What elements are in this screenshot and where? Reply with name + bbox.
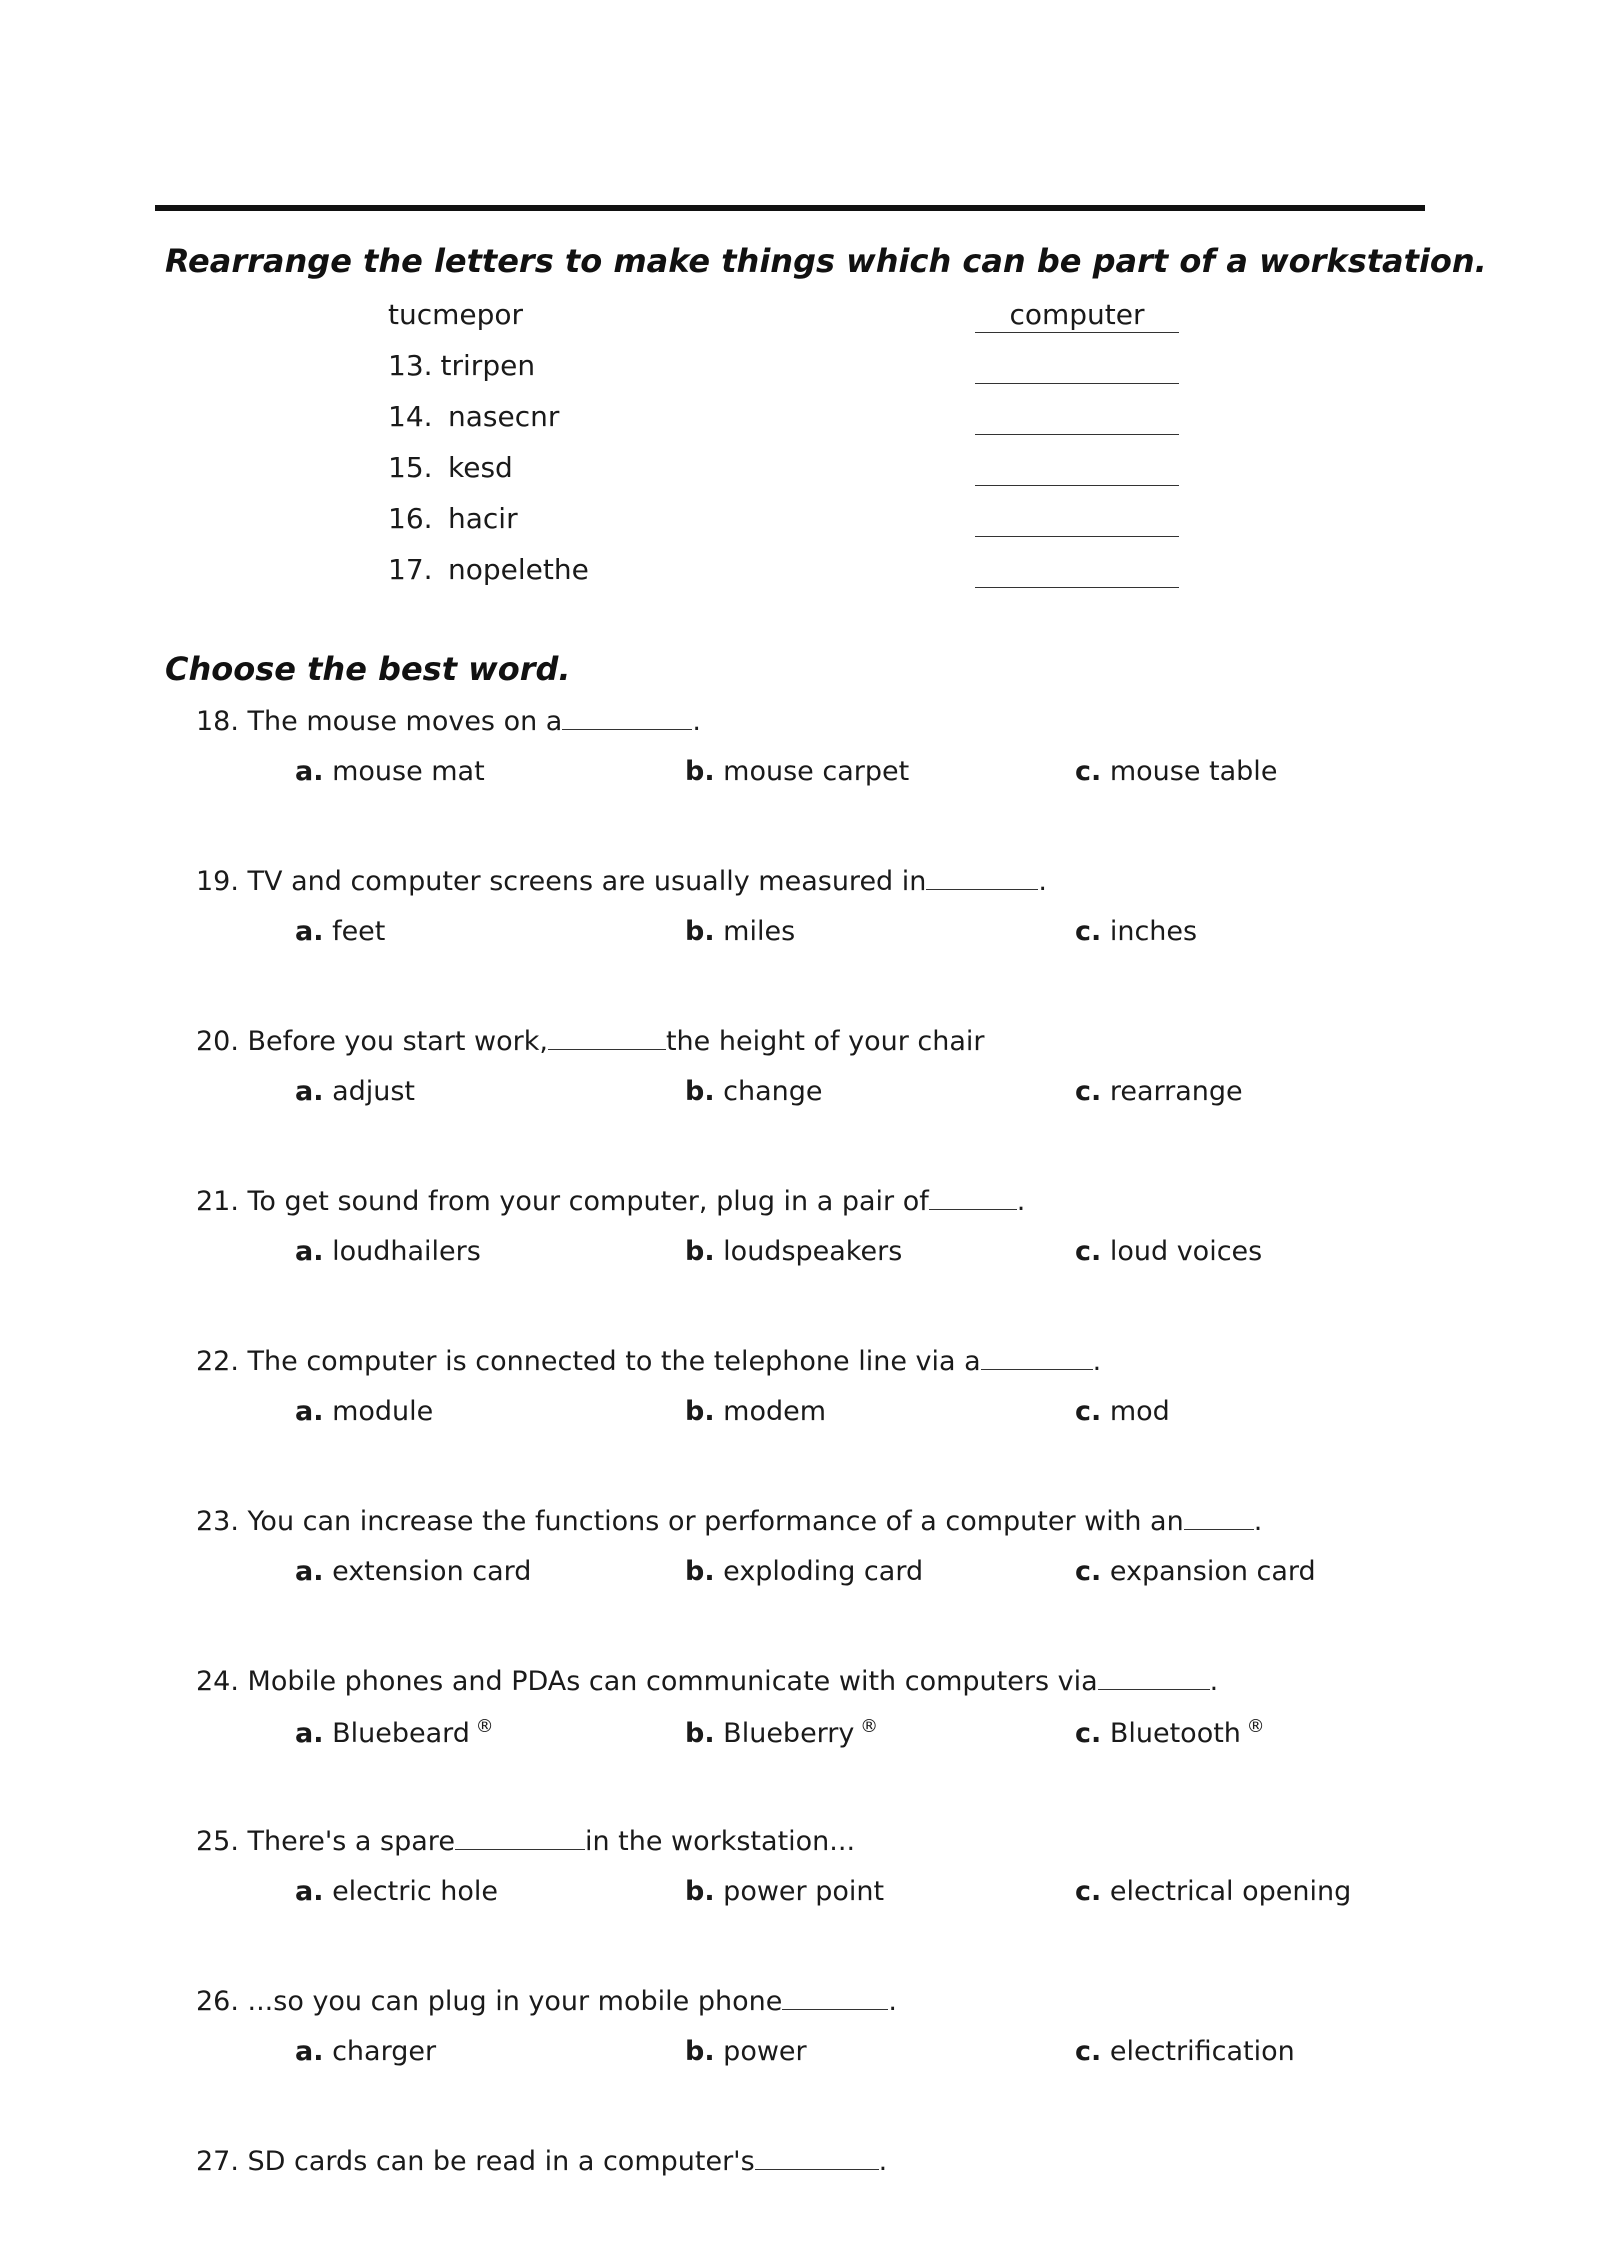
question-text [196,703,701,737]
scrambled-word [388,553,589,586]
answer-option[interactable] [1075,2036,1295,2067]
answer-option[interactable] [685,1716,878,1749]
question-stem: 21. To get sound from your computer, plug in a pair of [196,1186,929,1217]
option-letter: c. [1075,1718,1102,1749]
option-text: expansion card [1101,1556,1316,1587]
scrambled-letters: trirpen [440,349,536,382]
answer-option[interactable] [685,916,795,947]
scramble-row [0,553,1600,603]
answer-option[interactable] [295,1876,498,1907]
question-stem: 18. The mouse moves on a [196,706,563,737]
answer-option[interactable] [295,1716,494,1749]
answer-blank[interactable] [975,383,1179,384]
option-text: miles [714,916,796,947]
answer-blank[interactable] [975,536,1179,537]
answer-option[interactable] [685,1396,826,1427]
option-letter: b. [685,756,715,787]
question-tail: . [1253,1506,1263,1537]
answer-blank[interactable] [975,485,1179,486]
answer-option[interactable] [685,1076,823,1107]
scramble-example-row [0,298,1600,348]
question-stem: 20. Before you start work, [196,1026,548,1057]
option-letter: a. [295,1396,324,1427]
option-text: rearrange [1101,1076,1243,1107]
item-number: 15. [388,451,433,484]
question-text [196,2143,887,2177]
option-text: mouse mat [323,756,485,787]
option-text: Bluetooth [1101,1718,1241,1749]
scrambled-letters: kesd [448,451,513,484]
answer-option[interactable] [1075,1876,1351,1907]
scramble-row [0,349,1600,399]
answer-option[interactable] [1075,916,1197,947]
answer-blank[interactable] [975,434,1179,435]
scrambled-letters: nopelethe [448,553,589,586]
example-answer: computer [1009,298,1145,331]
question-stem: 23. You can increase the functions or performance of a computer with an [196,1506,1184,1537]
option-text: exploding card [714,1556,924,1587]
scramble-row [0,502,1600,552]
option-text: change [714,1076,823,1107]
answer-option[interactable] [1075,1556,1316,1587]
option-letter: a. [295,1076,324,1107]
answer-blank[interactable] [562,703,692,730]
answer-option[interactable] [295,1396,433,1427]
answer-option[interactable] [1075,756,1277,787]
option-letter: b. [685,1718,715,1749]
answer-blank[interactable] [981,1343,1093,1370]
option-letter: c. [1075,1876,1102,1907]
option-letter: b. [685,1236,715,1267]
option-letter: b. [685,916,715,947]
question-tail: the height of your chair [665,1026,985,1057]
question-text [196,1343,1101,1377]
answer-option[interactable] [1075,1716,1265,1749]
option-letter: a. [295,2036,324,2067]
answer-line [975,332,1179,333]
item-number: 13. [388,349,433,382]
top-rule [155,205,1425,211]
answer-option[interactable] [685,1876,884,1907]
option-letter: b. [685,1876,715,1907]
answer-option[interactable] [295,1236,481,1267]
question-text [196,1503,1262,1537]
question-tail: . [888,1986,897,2017]
option-letter: b. [685,1556,715,1587]
option-text: charger [323,2036,437,2067]
question-tail: in the workstation... [584,1826,856,1857]
answer-blank[interactable] [929,1183,1017,1210]
option-text: loudhailers [323,1236,481,1267]
option-text: mouse carpet [714,756,910,787]
question-text [196,1983,897,2017]
question-tail: . [1038,866,1047,897]
option-text: electric hole [323,1876,498,1907]
option-text: power point [714,1876,885,1907]
option-letter: c. [1075,1076,1102,1107]
option-text: mouse table [1101,756,1278,787]
answer-option[interactable] [295,1076,415,1107]
question-tail: . [692,706,701,737]
scramble-row [0,400,1600,450]
item-number: 17. [388,553,433,586]
option-letter: a. [295,1718,324,1749]
registered-mark: ® [1240,1716,1265,1737]
option-text: feet [323,916,386,947]
option-text: electrical opening [1101,1876,1352,1907]
option-letter: c. [1075,1396,1102,1427]
question-stem: 19. TV and computer screens are usually measured in [196,866,927,897]
question-text [196,1183,1025,1217]
option-text: inches [1101,916,1198,947]
option-text: power [714,2036,807,2067]
answer-blank[interactable] [782,1983,888,2010]
answer-blank[interactable] [1184,1503,1254,1530]
option-text: module [323,1396,434,1427]
option-text: Blueberry [714,1718,855,1749]
scrambled-word [388,349,535,382]
scrambled-letters: nasecnr [448,400,560,433]
answer-option[interactable] [685,1236,902,1267]
answer-option[interactable] [685,756,909,787]
option-letter: a. [295,1236,324,1267]
question-tail: . [878,2146,888,2177]
option-text: electrification [1101,2036,1295,2067]
scrambled-word: tucmepor [388,298,524,331]
answer-option[interactable] [685,2036,807,2067]
scrambled-letters: hacir [448,502,518,535]
question-stem: 24. Mobile phones and PDAs can communicate with computers via [196,1666,1098,1697]
option-text: loudspeakers [714,1236,903,1267]
option-text: loud voices [1101,1236,1263,1267]
option-text: extension card [323,1556,532,1587]
item-number: 16. [388,502,433,535]
option-letter: c. [1075,756,1102,787]
answer-blank[interactable] [1098,1663,1210,1690]
scramble-row [0,451,1600,501]
registered-mark: ® [854,1716,879,1737]
option-text: modem [714,1396,827,1427]
question-stem: 26. ...so you can plug in your mobile phone [196,1986,783,2017]
answer-option[interactable] [295,1556,531,1587]
option-letter: a. [295,756,324,787]
answer-option[interactable] [295,916,385,947]
option-letter: c. [1075,2036,1102,2067]
option-letter: b. [685,1396,715,1427]
option-letter: a. [295,916,324,947]
section-title-rearrange: Rearrange the letters to make things which can be part of a workstation. [165,242,1487,280]
option-letter: c. [1075,1556,1102,1587]
answer-blank[interactable] [755,2143,879,2170]
answer-blank[interactable] [975,587,1179,588]
scrambled-word [388,400,559,433]
answer-blank[interactable] [455,1823,585,1850]
option-letter: b. [685,1076,715,1107]
option-letter: c. [1075,916,1102,947]
answer-option[interactable] [1075,1076,1243,1107]
option-text: mod [1101,1396,1170,1427]
section-title-choose: Choose the best word. [165,650,571,688]
option-letter: c. [1075,1236,1102,1267]
option-letter: a. [295,1556,324,1587]
option-letter: b. [685,2036,715,2067]
answer-option[interactable] [1075,1236,1262,1267]
option-text: adjust [323,1076,416,1107]
answer-blank[interactable] [926,863,1038,890]
option-letter: a. [295,1876,324,1907]
question-text [196,1823,855,1857]
registered-mark: ® [469,1716,494,1737]
question-text [196,863,1047,897]
answer-option[interactable] [295,756,485,787]
item-number: 14. [388,400,433,433]
question-text [196,1663,1218,1697]
answer-option[interactable] [1075,1396,1170,1427]
option-text: Bluebeard [323,1718,470,1749]
question-tail: . [1016,1186,1026,1217]
question-stem: 25. There's a spare [196,1826,455,1857]
question-tail: . [1209,1666,1219,1697]
question-stem: 27. SD cards can be read in a computer's [196,2146,755,2177]
answer-option[interactable] [685,1556,923,1587]
answer-option[interactable] [295,2036,436,2067]
scrambled-word [388,451,513,484]
scrambled-word [388,502,518,535]
question-tail: . [1092,1346,1102,1377]
question-stem: 22. The computer is connected to the telephone line via a [196,1346,981,1377]
question-text [196,1023,985,1057]
answer-blank[interactable] [548,1023,666,1050]
